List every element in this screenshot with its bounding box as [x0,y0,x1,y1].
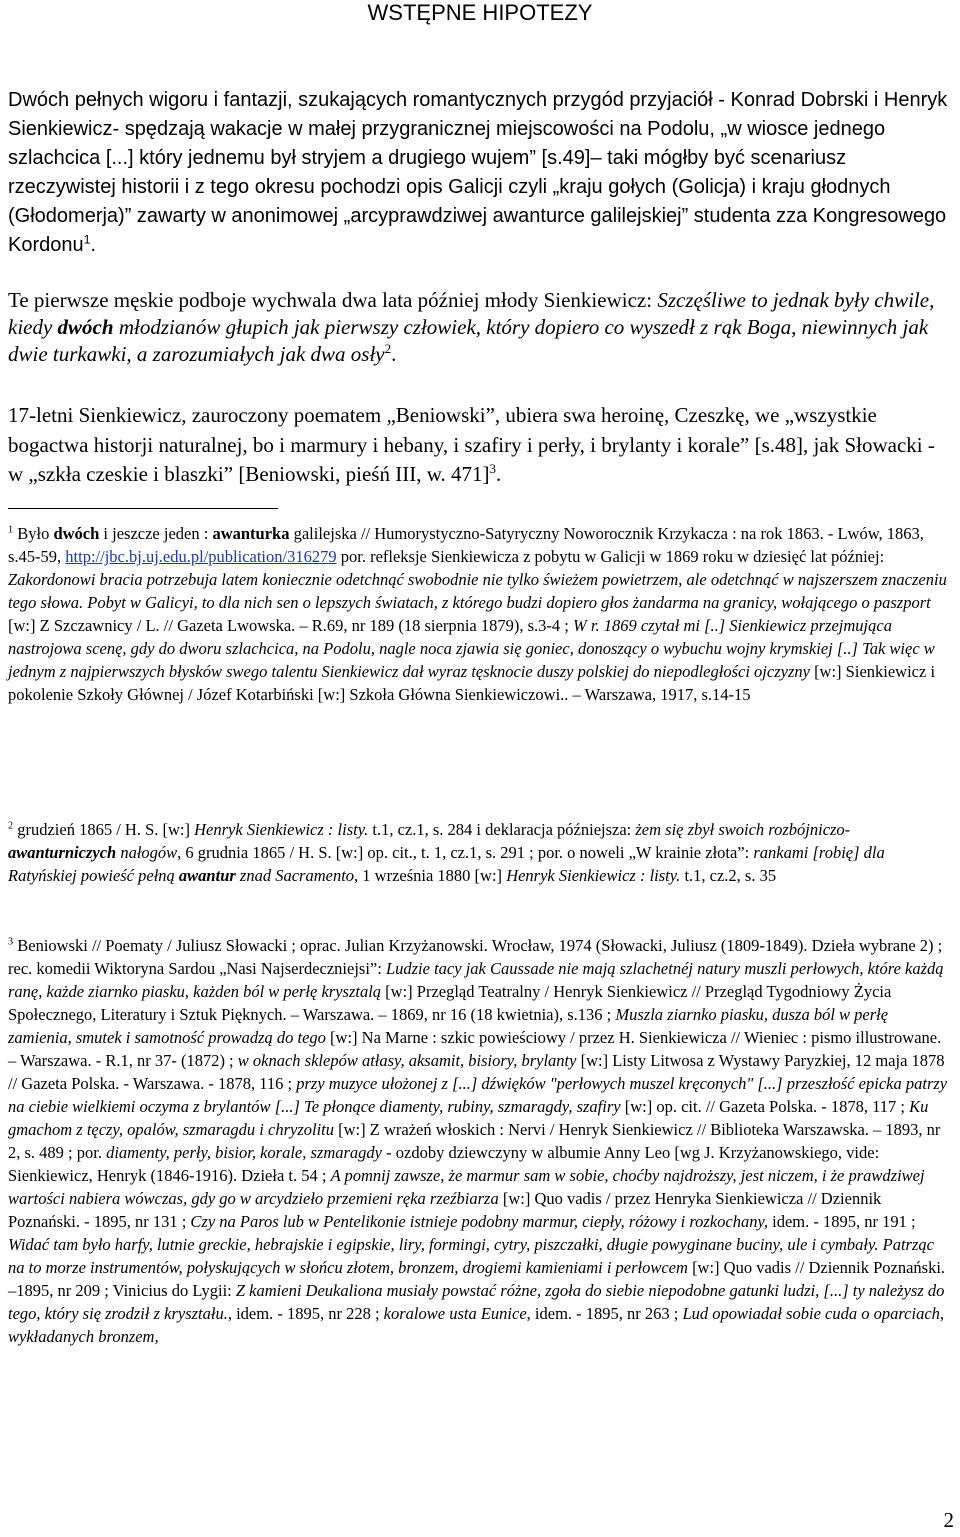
paragraph-text: Dwóch pełnych wigoru i fantazji, szukających romantycznych przygód przyjaciół - Konrad Dobrski i Henryk Sienkiewicz- spędzają wakacje w małej przygranicznej miejscowości na Podolu, „w wiosce jednego szlachcica [...] który jednemu był stryjem a drugiego wujem” [s.49]– taki mógłby być scenariusz rzeczywistej historii i z tego okresu pochodzi opis Galicji czyli „kraju gołych (Golicja) i kraju głodnych (Głodomerja)” zawarty w anonimowej „arcyprawdziwej awanturce galilejskiej” studenta zza Kongresowego Kordonu [8,89,948,256]
quote-bold-word: dwóch [57,315,114,339]
footnote-text: por. refleksje Sienkiewicza z pobytu w Galicji w 1869 roku w dziesięć lat później: [336,547,885,566]
footnote-text: t.1, cz.1, s. 284 i deklaracja późniejsza: [368,820,636,839]
footnote-2 [8,818,952,887]
paragraph-end: . [391,342,397,366]
footnote-text: , 6 grudnia 1865 / H. S. [w:] op. cit., t. 1, cz.1, s. 291 ; por. o noweli „W krainie złota”: [177,843,754,862]
paragraph-beniowski [8,401,952,490]
footnote-text: [w:] Z Szczawnicy / L. // Gazeta Lwowska. – R.69, nr 189 (18 sierpnia 1879), s.3-4 ; [8,616,573,635]
footnote-text: , idem. - 1895, nr 228 ; [227,1304,384,1323]
paragraph-end: . [496,462,502,486]
footnote-3 [8,934,952,1348]
footnote-italic: znad Sacramento [235,866,355,885]
footnote-italic: W r. 1869 czytał mi [..] Sienkiewicz przejmująca nastrojowa scenę, gdy do dworu szlachcica, na Podolu, nagle noca zjawia się goniec, donoszący o wybuchu wojny krymskiej [..] Tak więc w jednym z najpierwszych błysków swego talentu Sienkiewicz dał wyraz tęsknocie duszy polskiej do niepodległości ojczyzny [8,616,935,681]
footnote-italic: koralowe usta Eunice [383,1304,527,1323]
footnote-text: [w:] Listy Litwosa z Wystawy Paryzkiej, 12 maja 1878 // Gazeta Polska. - Warszawa. - 1878, 116 ; [8,1051,945,1093]
footnote-text: [w:] Quo vadis / przez Henryka Sienkiewicza // Dziennik Poznański. - 1895, nr 131 ; [8,1189,882,1231]
footnote-text: grudzień 1865 / H. S. [w:] [13,820,195,839]
footnote-italic: rankami [robię] dla Ratyńskiej powieść pełną [8,843,885,885]
footnote-italic: A pomnij zawsze, że marmur sam w sobie, choćby najdroższy, jest niczem, i że prawdziwej wartości nabiera wówczas, gdy go w arcydzieło przemieni ręka rzeźbiarza [8,1166,925,1208]
footnote-ref-2[interactable]: 2 [384,341,392,356]
footnote-italic: Ludzie tacy jak Caussade nie mają szlachetnéj natury muszli perłowych, które każdą ranę, każde ziarnko piasku, każden ból w perłę krysztalą [8,959,944,1001]
footnote-italic: diamenty, perły, bisior, korale, szmaragdy [106,1143,382,1162]
paragraph-text: 17-letni Sienkiewicz, zauroczony poematem „Beniowski”, ubiera swa heroinę, Czeszkę, we „wszystkie bogactwa historji naturalnej, bo i marmury i hebany, i szafiry i perły, i brylanty i korale” [s.48], jak Słowacki - w „szkła czeskie i blaszki” [Beniowski, pieśń III, w. 471] [8,403,935,486]
footnote-1 [8,522,952,706]
footnote-text: [w:] Z wrażeń włoskich : Nervi / Henryk Sienkiewicz // Biblioteka Warszawska. – 1893, nr 2, s. 489 ; por. [8,1120,941,1162]
footnote-text: [w:] Na Marne : szkic powieściowy / przez H. Sienkiewicza // Wieniec : pismo illustrowane. – Warszawa. - R.1, nr 37- (1872) ; [8,1028,942,1070]
footnote-italic: Henryk Sienkiewicz : listy. [194,820,369,839]
footnote-italic: Muszla ziarnko piasku, dusza ból w perłę zamienia, smutek i samotność prowadzą do tego [8,1005,889,1047]
paragraph-end: . [90,234,97,256]
footnote-italic: żem się zbył swoich rozbójniczo- [635,820,851,839]
footnote-ref-1[interactable]: 1 [83,232,91,247]
footnote-ref-3[interactable]: 3 [489,461,497,476]
footnote-text: i jeszcze jeden : [99,524,213,543]
footnote-bold: awanturka [212,524,290,543]
footnote-italic: Ku gmachom z tęczy, opalów, szmaragdu i chryzolitu [8,1097,929,1139]
footnote-text: - ozdoby dziewczyny w albumie Anny Leo [wg J. Krzyżanowskiego, vide: Sienkiewicz, Henryk (1846-1916). Dzieła t. 54 ; [8,1143,880,1185]
footnote-text: idem. - 1895, nr 191 ; [768,1212,916,1231]
footnote-italic: Widać tam było harfy, lutnie greckie, hebrajskie i egipskie, liry, formingi, cytry, piszczałki, długie powyginane buciny, ule i cymbały. Patrząc na to morze instrumentów, połyskujących w słońcu złotem, bronzem, drogiemi kamieniami i perłowcem [8,1235,934,1277]
footnote-bold: dwóch [53,524,100,543]
footnote-italic: Lud opowiadał sobie cuda o oparciach, wykładanych bronzem, [8,1304,945,1346]
footnote-bold-italic: awantur [178,866,236,885]
footnote-number: 3 [8,936,14,948]
footnote-text: Było [13,524,54,543]
footnote-text: , idem. - 1895, nr 263 ; [526,1304,683,1323]
footnote-separator [8,508,278,509]
footnote-text: , 1 września 1880 [w:] [354,866,507,885]
paragraph-quote [8,287,952,368]
publication-link[interactable]: http://jbc.bj.uj.edu.pl/publication/316279 [65,547,337,566]
paragraph-lead: Te pierwsze męskie podboje wychwala dwa lata później młody Sienkiewicz: [8,288,658,312]
quote-italic-b: młodzianów głupich jak pierwszy człowiek, który dopiero co wyszedł z rąk Boga, niewinnych jak dwie turkawki, a zarozumiałych jak dwa osły [8,315,929,366]
footnote-text: t.1, cz.2, s. 35 [680,866,777,885]
footnote-text: [w:] Sienkiewicz i pokolenie Szkoły Głównej / Józef Kotarbiński [w:] Szkoła Główna Sienkiewiczowi.. – Warszawa, 1917, s.14-15 [8,662,936,704]
quote-italic-a: Szczęśliwe to jednak były chwile, kiedy [8,288,935,339]
page-title: WSTĘPNE HIPOTEZY [367,0,593,25]
footnote-italic: nałogów [116,843,178,862]
footnote-text: [w:] op. cit. // Gazeta Polska. - 1878, 117 ; [620,1097,910,1116]
footnote-number: 1 [8,524,14,536]
footnote-italic: Zakordonowi bracia potrzebuja latem koniecznie odetchnąć swobodnie nie tylko świeżem powietrzem, ale odetchnąć w najszerszem znaczeniu tego słowa. Pobyt w Galicyi, to dla nich sen o lepszych światach, z którego budzi dopiero głos żandarma na granicy, wołającego o paszport [8,570,947,612]
footnote-text: galilejska // Humorystyczno-Satyryczny Noworocznik Krzykacza : na rok 1863. - Lwów, 1863, s.45-59, [8,524,924,566]
footnote-number: 2 [8,820,14,832]
footnote-text: [w:] Quo vadis // Dziennik Poznański. –1895, nr 209 ; Vinicius do Lygii: [8,1258,946,1300]
footnote-text: [w:] Przegląd Teatralny / Henryk Sienkiewicz // Przegląd Tygodniowy Życia Społecznego, Literatury i Sztuk Pięknych. – Warszawa. – 1869, nr 16 (18 kwietnia), s.136 ; [8,982,892,1024]
footnote-italic: Henryk Sienkiewicz : listy. [506,866,681,885]
footnote-italic: Czy na Paros lub w Pentelikonie istnieje podobny marmur, ciepły, różowy i rozkochany, [190,1212,768,1231]
footnote-bold-italic: awanturniczych [8,843,117,862]
footnote-italic: Z kamieni Deukaliona musiały powstać różne, zgoła do siebie niepodobne gatunki ludzi, [...] ty należysz do tego, który się zrodził z kryształu. [8,1281,945,1323]
page-number: 2 [943,1508,954,1532]
footnote-text: Beniowski // Poematy / Juliusz Słowacki ; oprac. Julian Krzyżanowski. Wrocław, 1974 (Słowacki, Juliusz (1809-1849). Dzieła wybrane 2) ; rec. komedii Wiktoryna Sardou „Nasi Najserdeczniejsi”: [8,936,943,978]
footnote-italic: w oknach sklepów atłasy, aksamit, bisiory, brylanty [237,1051,577,1070]
paragraph-intro [8,86,952,260]
footnote-italic: przy muzyce ułożonej z [...] dźwięków "perłowych muszel kręconych" [...] przeszłość epicka patrzy na ciebie wielkiemi oczyma z brylantów [...] Te płonące diamenty, rubiny, szmaragdy, szafiry [8,1074,948,1116]
